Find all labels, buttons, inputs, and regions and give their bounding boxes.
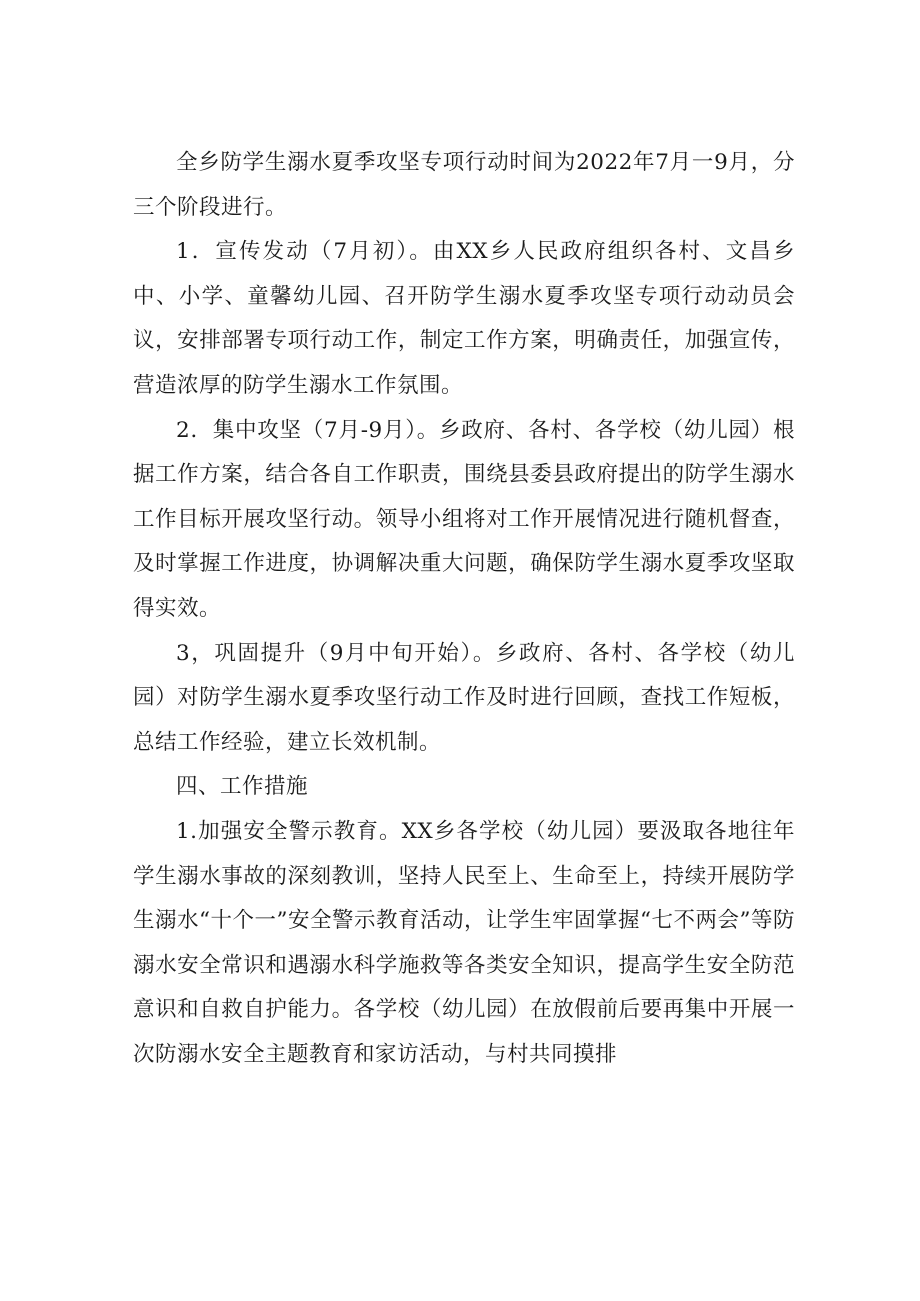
section-heading-measures: 四、工作措施 (176, 774, 309, 800)
paragraph-phase-consolidation: 3，巩固提升（9月中旬开始）。乡政府、各村、各学校（幼儿园）对防学生溺水夏季攻坚行动工作及时进行回顾，查找工作短板，总结工作经验，建立长效机制。 (133, 640, 795, 755)
paragraph-phase-publicity: 1．宣传发动（7月初）。由XX乡人民政府组织各村、文昌乡中、小学、童馨幼儿园、召开防学生溺水夏季攻坚专项行动动员会议，安排部署专项行动工作，制定工作方案，明确责任，加强宣传，营造浓厚的防学生溺水工作氛围。 (133, 239, 795, 398)
paragraph-phase-focused-tackling: 2．集中攻坚（7月-9月）。乡政府、各村、各学校（幼儿园）根据工作方案，结合各自工作职责，围绕县委县政府提出的防学生溺水工作目标开展攻坚行动。领导小组将对工作开展情况进行随机督查，及时掌握工作进度，协调解决重大问题，确保防学生溺水夏季攻坚取得实效。 (133, 417, 795, 621)
paragraph-safety-education: 1.加强安全警示教育。XX乡各学校（幼儿园）要汲取各地往年学生溺水事故的深刻教训，坚持人民至上、生命至上，持续开展防学生溺水“十个一”安全警示教育活动，让学生牢固掌握“七不两会”等防溺水安全常识和遇溺水科学施救等各类安全知识，提高学生安全防范意识和自救自护能力。各学校（幼儿园）在放假前后要再集中开展一次防溺水安全主题教育和家访活动，与村共同摸排 (133, 818, 796, 1067)
document-body (133, 141, 795, 1077)
paragraph-schedule: 全乡防学生溺水夏季攻坚专项行动时间为2022年7月一9月，分三个阶段进行。 (133, 150, 795, 220)
